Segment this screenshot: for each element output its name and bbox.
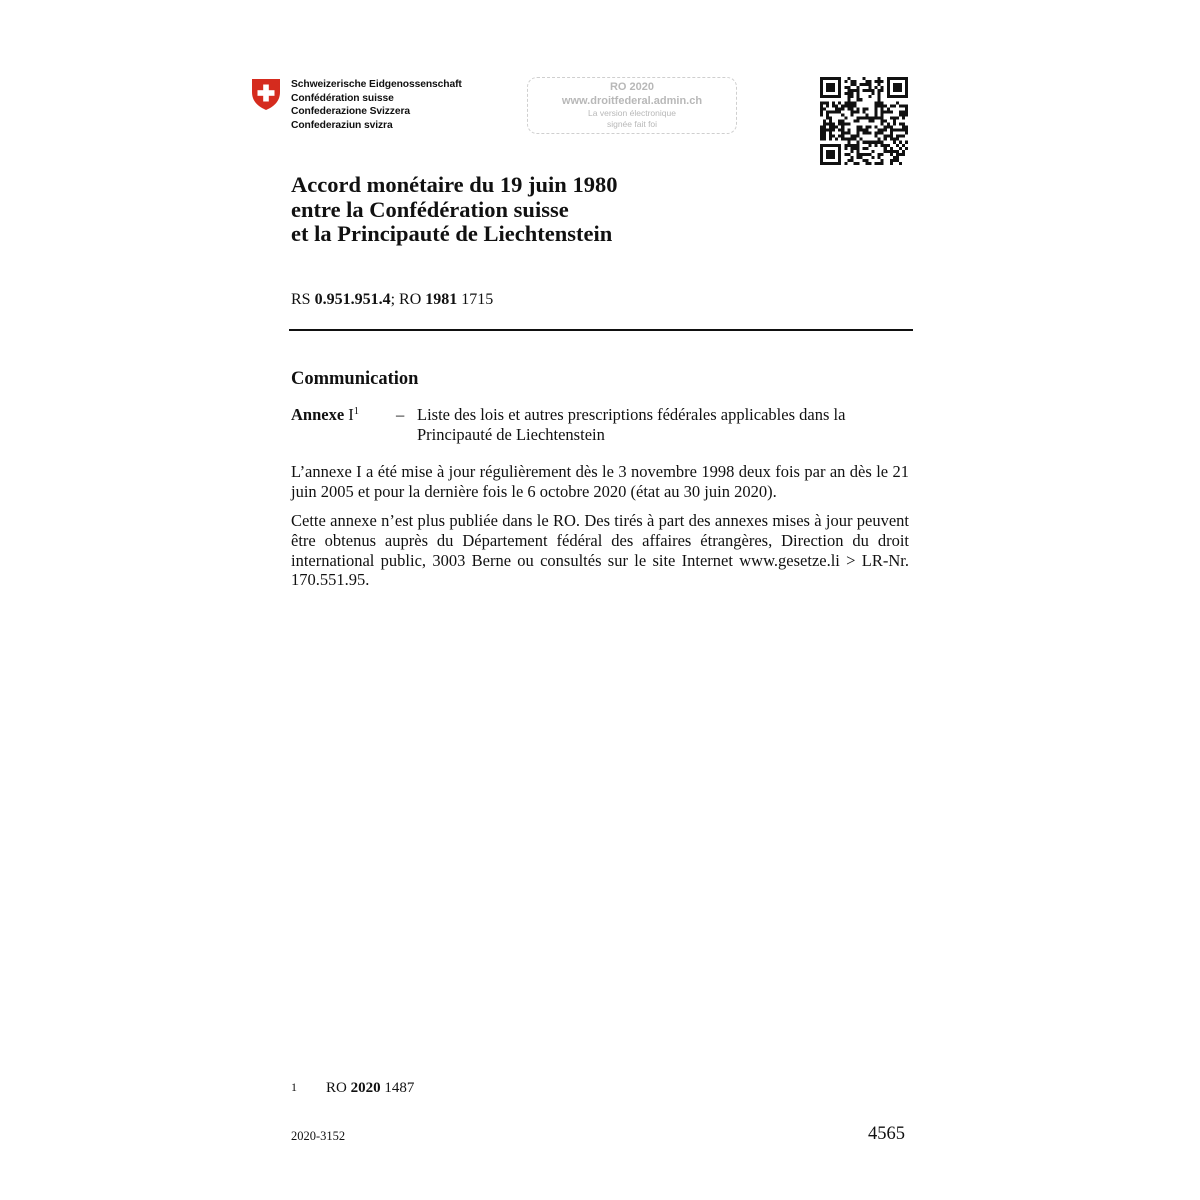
horizontal-rule bbox=[289, 329, 913, 331]
title-line-2: entre la Confédération suisse bbox=[291, 196, 569, 222]
annex-title: Liste des lois et autres prescriptions fédérales applicables dans la Principauté de Liechtenstein bbox=[417, 405, 846, 444]
title-line-3: et la Principauté de Liechtenstein bbox=[291, 221, 613, 246]
ro-separator: ; RO bbox=[390, 291, 426, 308]
document-title bbox=[291, 173, 617, 247]
qr-code-icon bbox=[820, 77, 908, 165]
stamp-note-line1: La version électronique bbox=[588, 108, 676, 118]
ro-year: 1981 bbox=[425, 291, 458, 308]
confederation-line-de: Schweizerische Eidgenossenschaft bbox=[291, 79, 462, 90]
paragraph-update-history: L’annexe I a été mise à jour régulièrement dès le 3 novembre 1998 deux fois par an dès le 21 juin 2005 et pour la dernière fois le 6 octobre 2020 (état au 30 juin 2020). bbox=[291, 462, 909, 501]
rs-prefix: RS bbox=[291, 291, 315, 308]
section-heading: Communication bbox=[291, 369, 419, 389]
page-number: 4565 bbox=[868, 1124, 905, 1144]
document-number: 2020-3152 bbox=[291, 1129, 346, 1143]
footnote-text bbox=[326, 1079, 414, 1097]
stamp-note-line2: signée fait foi bbox=[606, 119, 658, 129]
footnote-number: 1 bbox=[291, 1080, 297, 1094]
annex-dash: – bbox=[396, 405, 405, 424]
qr-finder-pattern bbox=[887, 77, 908, 98]
qr-finder-pattern bbox=[820, 144, 841, 165]
annex-word: Annexe bbox=[291, 405, 345, 424]
reference-line bbox=[291, 290, 493, 310]
footnote-prefix: RO bbox=[326, 1080, 351, 1096]
confederation-line-fr: Confédération suisse bbox=[291, 92, 394, 104]
annex-label bbox=[291, 405, 359, 425]
footnote-ref: 1 bbox=[353, 406, 360, 417]
qr-finder-pattern bbox=[820, 77, 841, 98]
rs-number: 0.951.951.4 bbox=[314, 291, 391, 308]
footnote-page: 1487 bbox=[380, 1080, 415, 1096]
swiss-crest-icon bbox=[251, 78, 281, 111]
stamp-collection: RO 2020 bbox=[609, 81, 655, 93]
footnote-year: 2020 bbox=[350, 1080, 381, 1096]
title-line-1: Accord monétaire du 19 juin 1980 bbox=[291, 172, 618, 197]
confederation-line-it: Confederazione Svizzera bbox=[291, 106, 411, 118]
confederation-line-rm: Confederaziun svizra bbox=[291, 119, 393, 131]
stamp-website: www.droitfederal.admin.ch bbox=[561, 95, 703, 107]
confederation-name bbox=[291, 78, 462, 132]
ro-page: 1715 bbox=[457, 291, 494, 308]
annex-numeral: I bbox=[344, 405, 354, 424]
paragraph-availability: Cette annexe n’est plus publiée dans le RO. Des tirés à part des annexes mises à jour peuvent être obtenus auprès du Département fédéral des affaires étrangères, Direction du droit international public, 3003 Berne ou consultés sur le site Internet www.gesetze.li > LR-Nr. 170.551.95. bbox=[291, 511, 909, 590]
authenticity-stamp bbox=[527, 77, 737, 134]
